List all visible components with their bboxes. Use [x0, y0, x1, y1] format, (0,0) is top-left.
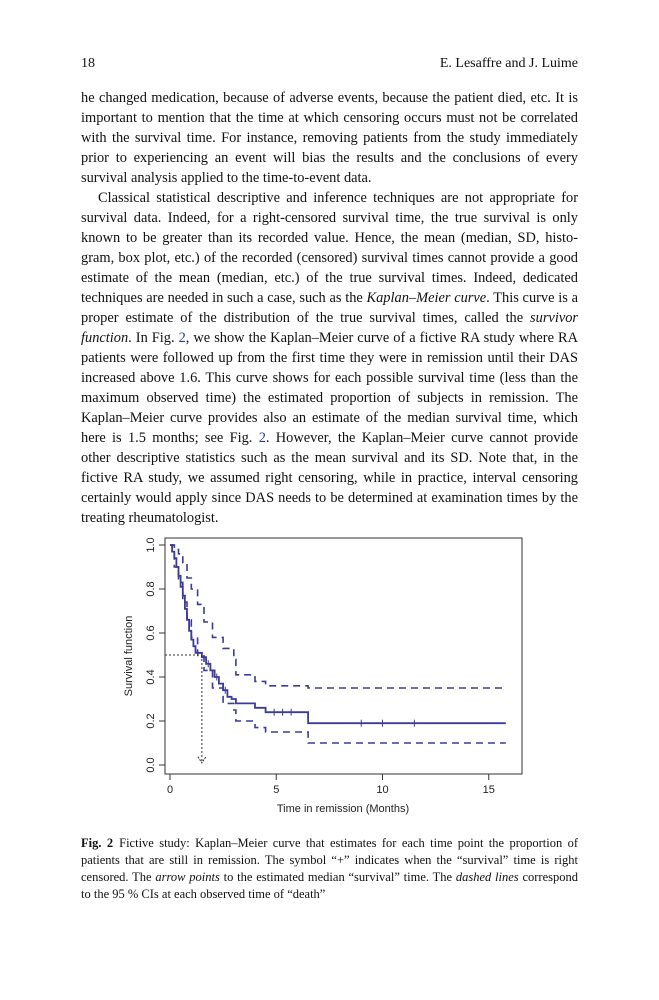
- paragraph-2-part-e: . However, the Kaplan–Meier curve cannot provide other descriptive statistics such as the mean survival and its SD. Note that, in the fictive RA study, we assumed right censoring, while in practice, interval censoring certainly would apply since DAS needs to be determined at examination times by the treating rheumatologist.: [81, 430, 578, 526]
- x-tick-label: 10: [376, 784, 389, 796]
- caption-text-2: to the estimated median “survival” time. The: [219, 870, 456, 884]
- x-tick-label: 5: [273, 784, 280, 796]
- y-tick-label: 1.0: [145, 537, 157, 553]
- series-layer: [170, 545, 506, 743]
- y-tick-label: 0.4: [145, 669, 157, 685]
- paragraph-2-part-d: , we show the Kaplan–Meier curve of a fictive RA study where RA patients were followed up from the first time they were in remission until their DAS increased above 1.6. This curve shows for each possible survival time (less than the maximum observed time) the estimated proportion of subjects in remission. The Kaplan–Meier curve provides also an estimate of the median survival time, which here is 1.5 months; see Fig.: [81, 330, 578, 446]
- term-kaplan-meier: Kaplan–Meier curve: [366, 290, 487, 306]
- paragraph-2-part-a: Classical statistical descriptive and inference techniques are not appropriate for survival data. Indeed, for a right-censored survival time, the true survival is only known to be greater than its recorded value. Hence, the mean (median, SD, histogram, box plot, etc.) of the recorded (censored) survival times cannot provide a good estimate of the mean (median, etc.) of the true survival times. Indeed, dedicated techniques are needed in such a case, such as the: [81, 190, 578, 306]
- plot-frame: [165, 538, 522, 774]
- paragraph-2-part-c: . In Fig.: [128, 330, 179, 346]
- caption-text-3: correspond to the 95 % CIs at each observed time of “death”: [81, 870, 578, 901]
- figure-ref-link[interactable]: 2: [258, 430, 266, 446]
- paragraph-1: he changed medication, because of adverse events, because the patient died, etc. It is important to mention that the time at which censoring occurs must not be correlated with the survival time. For instance, removing patients from the study immediately prior to experiencing an event will bias the results and the conclusions of every survival analysis applied to the time-to-event data.: [81, 90, 578, 186]
- y-tick-label: 0.6: [145, 625, 157, 641]
- survival-curve: [170, 545, 506, 723]
- y-tick-label: 0.2: [145, 713, 157, 729]
- caption-text-1: Fictive study: Kaplan–Meier curve that estimates for each time point the proportion of patients that are still in remission. The symbol “+” indicates when the “survival” time is right censored. The: [81, 836, 579, 884]
- x-axis: [167, 774, 495, 796]
- term-survivor-function: survivor function: [81, 310, 578, 346]
- y-tick-label: 0.8: [145, 581, 157, 597]
- paragraph-2: [81, 188, 578, 528]
- caption-label: Fig. 2: [81, 836, 114, 850]
- y-tick-label: 0.0: [145, 757, 157, 773]
- median-indicator: [165, 655, 206, 763]
- body-text: [81, 88, 578, 528]
- x-tick-label: 15: [482, 784, 495, 796]
- page-number: 18: [81, 56, 95, 71]
- caption-em-arrow: arrow points: [155, 870, 220, 884]
- caption-em-dashed: dashed lines: [455, 870, 519, 884]
- ci-band-line-2: [170, 545, 506, 743]
- figure-ref-link[interactable]: 2: [178, 330, 186, 346]
- ci-band-line-1: [170, 545, 506, 688]
- x-tick-label: 0: [166, 784, 174, 796]
- paragraph-2-part-b: . This curve is a proper estimate of the distribution of the true survival times, called the: [81, 290, 578, 326]
- y-axis-label: Survival function: [123, 615, 135, 697]
- x-axis-label: Time in remission (Months): [276, 803, 410, 815]
- figure-caption: [81, 835, 578, 903]
- kaplan-meier-figure: [120, 530, 540, 820]
- y-axis: [145, 537, 165, 772]
- kaplan-meier-chart: [120, 530, 540, 820]
- running-head: E. Lesaffre and J. Luime: [439, 56, 578, 71]
